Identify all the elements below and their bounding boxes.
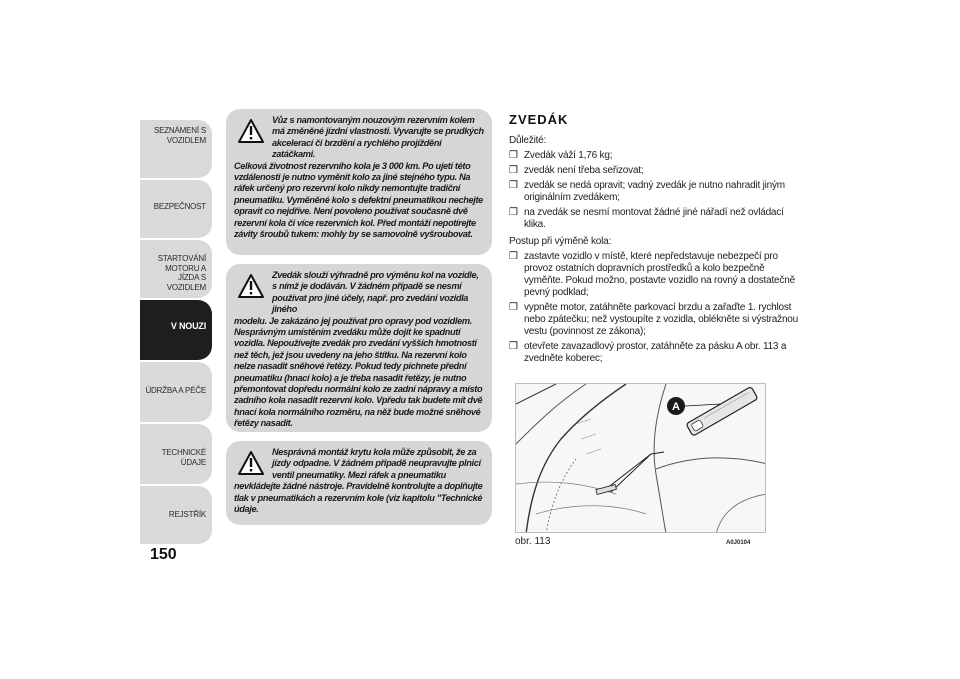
list-item: ❒ na zvedák se nesmí montovat žádné jiné nářadí než ovládací klika. [509, 207, 784, 230]
list-item: ❒ zvedák se nedá opravit; vadný zvedák je nutno nahradit jiným originálním zvedákem; [509, 180, 785, 203]
checkbox-bullet-icon: ❒ [509, 341, 518, 352]
warning-triangle-icon [238, 451, 264, 475]
tab-label: TECHNICKÉ ÚDAJE [161, 448, 206, 467]
section-title: ZVEDÁK [509, 112, 569, 127]
tab-bezpecnost[interactable] [140, 180, 212, 238]
figure-code: A0J0104 [726, 540, 751, 546]
tab-udrzba[interactable] [140, 362, 212, 422]
warning-lead-text: Zvedák slouží výhradně pro výměnu kol na vozidle, s nímž je dodáván. V žádném případě se nesmí používat pro jiné účely, např. pro zvedání vozidla jiného [272, 270, 479, 315]
warning-body-text: modelu. Je zakázáno jej používat pro opravy pod vozidlem. Nesprávným umístěním zvedáku může dojít ke spadnutí vozidla. Nepoužívejte zvedák pro zvedání vyšších hmotností než těch, jež jsou uvedeny na jeho štítku. Na rezervní kolo nelze nasadit sněhové řetězy. Pokud tedy píchnete přední pneumatiku (hnací kolo) a je třeba nasadit řetězy, je nutno přemontovat dopředu normální kolo ze zadní nápravy a místo zadního kola nasadit rezervní kolo. Vpředu tak budete mít dvě hnací kola normálního rozměru, na něž bude možné sněhové řetězy nasadit. [234, 315, 483, 429]
checkbox-bullet-icon: ❒ [509, 302, 518, 313]
warning-triangle-icon [238, 119, 264, 143]
checkbox-bullet-icon: ❒ [509, 150, 518, 161]
tab-label: SEZNÁMENÍ S VOZIDLEM [153, 126, 206, 145]
trunk-drawing [516, 384, 766, 533]
tab-label: V NOUZI [170, 321, 206, 331]
list-item: ❒ zastavte vozidlo v místě, které nepředstavuje nebezpečí pro provoz ostatních dopravních prostředků a kolo bezpečně vyměňte. Pokud možno, postavte vozidlo na rovný a dostatečně pevný podklad; [509, 251, 795, 298]
list-item: ❒ otevřete zavazadlový prostor, zatáhněte za pásku A obr. 113 a zvedněte koberec; [509, 341, 787, 364]
warning-box-jack [226, 264, 492, 432]
procedure-label: Postup při výměně kola: [509, 236, 612, 247]
trunk-illustration [515, 383, 766, 533]
tab-label: REJSTŘÍK [168, 510, 206, 519]
callout-a-label: A [672, 401, 680, 413]
important-label: Důležité: [509, 135, 547, 146]
jack-section [509, 112, 799, 365]
warning-body-text: Celková životnost rezervního kola je 3 000 km. Po ujetí této vzdálenosti je nutno vyměnit kolo za jiné stejného typu. Na ráfek určený pro rezervní kolo nikdy nemontujte tradiční pneumatiku. Vyměněné kolo s defektní pneumatikou nechejte opravit co nejdříve. Není povoleno používat současně dvě rezervní kola či více rezervních kol. Před montáží nepotírejte závity šroubů tukem: mohly by se samovolně vyšroubovat. [234, 160, 483, 240]
warning-lead-text: Vůz s namontovaným nouzovým rezervním kolem má změněné jízdní vlastnosti. Vyvarujte se prudkých akcelerací či brzdění a rychlého projíždění zatáčkami. [272, 115, 484, 160]
checkbox-bullet-icon: ❒ [509, 180, 518, 191]
tab-technicke-udaje[interactable] [140, 424, 212, 484]
tab-startovani[interactable] [140, 240, 212, 298]
checkbox-bullet-icon: ❒ [509, 251, 518, 262]
tab-label: BEZPEČNOST [153, 202, 206, 211]
tab-label: STARTOVÁNÍ MOTORU A JÍZDA S VOZIDLEM [157, 254, 206, 292]
list-item: ❒ zvedák není třeba seřizovat; [509, 165, 644, 176]
warning-triangle-icon [238, 274, 264, 298]
page-number: 150 [150, 546, 177, 563]
warning-box-spare-wheel [226, 109, 492, 255]
tab-v-nouzi[interactable] [140, 300, 212, 360]
tab-label: ÚDRŽBA A PÉČE [145, 386, 206, 395]
list-item: ❒ vypněte motor, zatáhněte parkovací brzdu a zařaďte 1. rychlost nebo zpátečku; než vystoupíte z vozidla, oblékněte si výstražnou vestu (povinnost ze zákona); [509, 302, 799, 337]
warning-body-text: nevkládejte žádné nástroje. Pravidelně kontrolujte a doplňujte tlak v pneumatikách a rezervním kole (viz kapitolu "Technické údaje. [234, 481, 483, 515]
checkbox-bullet-icon: ❒ [509, 165, 518, 176]
figure-caption: obr. 113 [515, 536, 551, 547]
tab-rejstrik[interactable] [140, 486, 212, 544]
tab-seznameni[interactable] [140, 120, 212, 178]
warning-box-wheel-cover [226, 441, 492, 525]
checkbox-bullet-icon: ❒ [509, 207, 518, 218]
warning-lead-text: Nesprávná montáž krytu kola může způsobit, že za jízdy odpadne. V žádném případě neupravujte plnicí ventil pneumatiky. Mezi ráfek a pneumatiku [272, 447, 481, 480]
list-item: ❒ Zvedák váží 1,76 kg; [509, 150, 613, 161]
